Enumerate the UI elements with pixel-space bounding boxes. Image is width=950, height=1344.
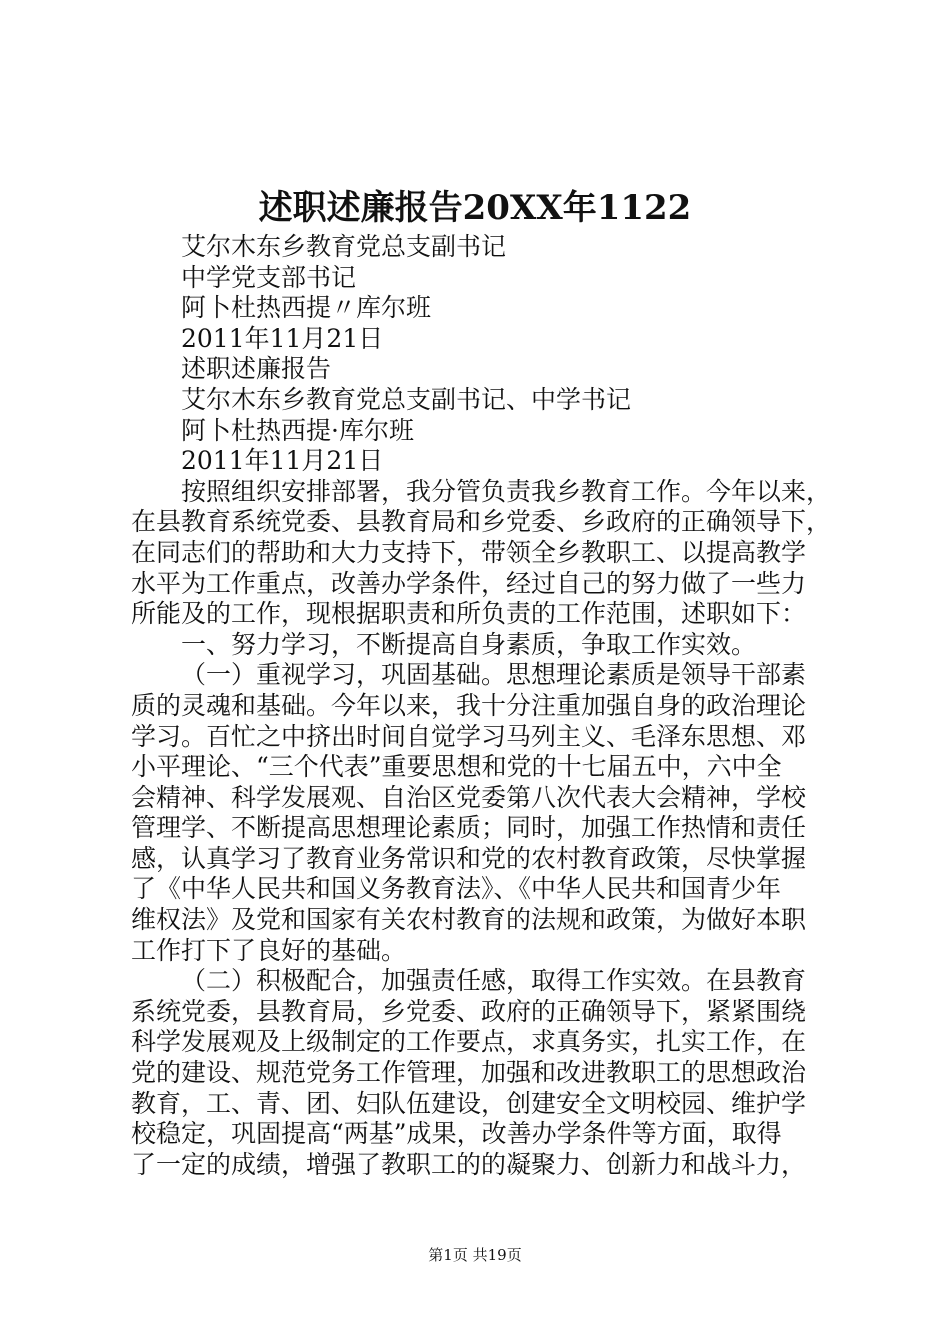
paragraph-line: 学习。百忙之中挤出时间自觉学习马列主义、毛泽东思想、邓 (131, 721, 807, 751)
document-body (131, 232, 839, 1180)
page-number-footer: 第1页 共19页 (428, 1246, 522, 1264)
paragraph-line: 感，认真学习了教育业务常识和党的农村教育政策，尽快掌握 (131, 843, 807, 873)
author-position-line: 艾尔木东乡教育党总支副书记 (181, 232, 507, 261)
author-position-line: 艾尔木东乡教育党总支副书记、中学书记 (181, 384, 632, 414)
paragraph-line: 系统党委，县教育局，乡党委、政府的正确领导下，紧紧围绕 (131, 996, 807, 1026)
paragraph-line: 科学发展观及上级制定的工作要点，求真务实，扎实工作，在 (131, 1027, 807, 1057)
paragraph-line: 校稳定，巩固提高“两基”成果，改善办学条件等方面，取得 (131, 1119, 782, 1149)
paragraph-line: 管理学、不断提高思想理论素质；同时，加强工作热情和责任 (131, 813, 807, 843)
document-title: 述职述廉报告20XX年1122 (258, 188, 692, 228)
paragraph-line: 在同志们的帮助和大力支持下，带领全乡教职工、以提高教学 (131, 537, 807, 567)
paragraph-line: 维权法》及党和国家有关农村教育的法规和政策，为做好本职 (131, 905, 807, 935)
paragraph-line: 水平为工作重点，改善办学条件，经过自己的努力做了一些力 (131, 568, 807, 598)
author-name-line: 阿卜杜热西提·库尔班 (181, 415, 414, 445)
paragraph-line: 质的灵魂和基础。今年以来，我十分注重加强自身的政治理论 (131, 690, 807, 720)
paragraph-line: 所能及的工作，现根据职责和所负责的工作范围，述职如下： (131, 599, 807, 629)
paragraph-line: 在县教育系统党委、县教育局和乡党委、乡政府的正确领导下， (131, 507, 832, 537)
report-subtitle: 述职述廉报告 (181, 354, 332, 384)
paragraph-line: 会精神、科学发展观、自治区党委第八次代表大会精神，学校 (131, 782, 807, 812)
paragraph-line: 了一定的成绩，增强了教职工的的凝聚力、创新力和战斗力， (131, 1149, 807, 1179)
paragraph-line: （二）积极配合，加强责任感，取得工作实效。在县教育 (181, 966, 807, 996)
date-line: 2011年11月21日 (181, 446, 384, 476)
date-line: 2011年11月21日 (181, 323, 384, 353)
paragraph-line: 工作打下了良好的基础。 (131, 935, 407, 965)
paragraph-line: 了《中华人民共和国义务教育法》、《中华人民共和国青少年 (131, 874, 782, 904)
paragraph-line: （一）重视学习，巩固基础。思想理论素质是领导干部素 (181, 660, 807, 690)
author-position-line: 中学党支部书记 (181, 262, 357, 292)
paragraph-line: 教育，工、青、团、妇队伍建设，创建安全文明校园、维护学 (131, 1088, 807, 1118)
paragraph-line: 小平理论、“三个代表”重要思想和党的十七届五中，六中全 (131, 752, 782, 782)
paragraph-line: 按照组织安排部署，我分管负责我乡教育工作。今年以来， (181, 476, 832, 506)
author-name-line: 阿卜杜热西提〃库尔班 (181, 293, 432, 323)
paragraph-line: 党的建设、规范党务工作管理，加强和改进教职工的思想政治 (131, 1058, 807, 1088)
section-heading: 一、努力学习，不断提高自身素质，争取工作实效。 (181, 629, 757, 659)
